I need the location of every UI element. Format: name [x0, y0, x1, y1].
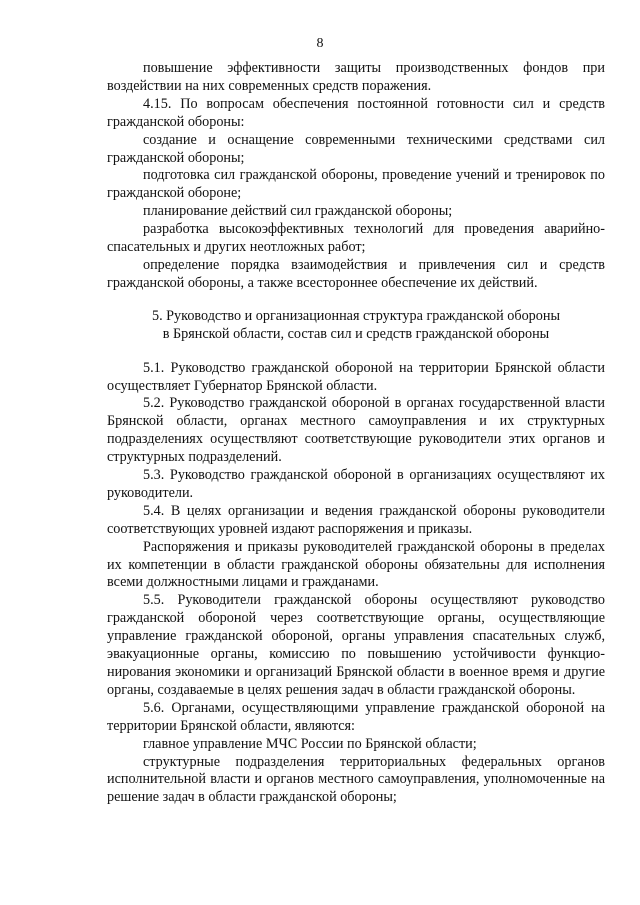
page-number: 8: [316, 36, 324, 51]
paragraph: 5.1. Руководство гражданской обороной на территории Брянской области осуществляет Губернатор Брянской области.: [107, 359, 605, 394]
section-heading-line-1: 5. Руководство и организационная структура гражданской обороны: [151, 307, 560, 324]
paragraph: планирование действий сил гражданской обороны;: [143, 203, 453, 220]
paragraph: разработка высокоэффективных технологий для проведения аварийно-спасательных и других неотложных работ;: [107, 221, 605, 256]
section-heading-line-2: в Брянской области, состав сил и средств гражданской обороны: [162, 325, 550, 342]
spacer: [107, 344, 605, 360]
paragraph: структурные подразделения территориальных федеральных органов исполнительной власти и органов местного самоуправления, уполномоченные на решение задач в области гражданской обороны;: [107, 753, 605, 806]
paragraph: 5.2. Руководство гражданской обороной в органах государственной власти Брянской области, органах местного самоуправления и их структурных подразделениях осуществляют соответствующие руководители этих органов и структурных подразделений.: [107, 395, 605, 466]
paragraph: создание и оснащение современными техническими средствами сил гражданской обороны;: [107, 131, 605, 166]
paragraph: 5.4. В целях организации и ведения гражданской обороны руководители соответствующих уровней издают распоряжения и приказы.: [107, 502, 605, 537]
spacer: [107, 293, 605, 308]
document-body: [107, 60, 605, 807]
paragraph: главное управление МЧС России по Брянской области;: [143, 735, 477, 752]
paragraph: определение порядка взаимодействия и привлечения сил и средств гражданской обороны, а также всестороннее обеспечение их действий.: [107, 256, 605, 291]
paragraph: 4.15. По вопросам обеспечения постоянной готовности сил и средств гражданской обороны:: [107, 95, 605, 130]
paragraph: повышение эффективности защиты производственных фондов при воздействии на них современных средств поражения.: [107, 60, 605, 94]
paragraph: 5.6. Органами, осуществляющими управление гражданской обороной на территории Брянской области, являются:: [107, 699, 605, 734]
paragraph: 5.5. Руководители гражданской обороны осуществляют руководство гражданской обороной через соответствующие органы, осуществляющие управление гражданской обороной, органы управления спасательных служб, эвакуационные органы, комиссию по повышению устойчивости функцио-нирования экономики и организаций Брянской области в военное время и другие органы, создаваемые в целях решения задач в области гражданской обороны.: [107, 592, 605, 698]
paragraph: Распоряжения и приказы руководителей гражданской обороны в пределах их компетенции в области гражданской обороны обязательны для исполнения всеми должностными лицами и гражданами.: [107, 538, 605, 591]
paragraph: подготовка сил гражданской обороны, проведение учений и тренировок по гражданской обороне;: [107, 167, 605, 202]
paragraph: 5.3. Руководство гражданской обороной в организациях осуществляют их руководители.: [107, 467, 605, 501]
